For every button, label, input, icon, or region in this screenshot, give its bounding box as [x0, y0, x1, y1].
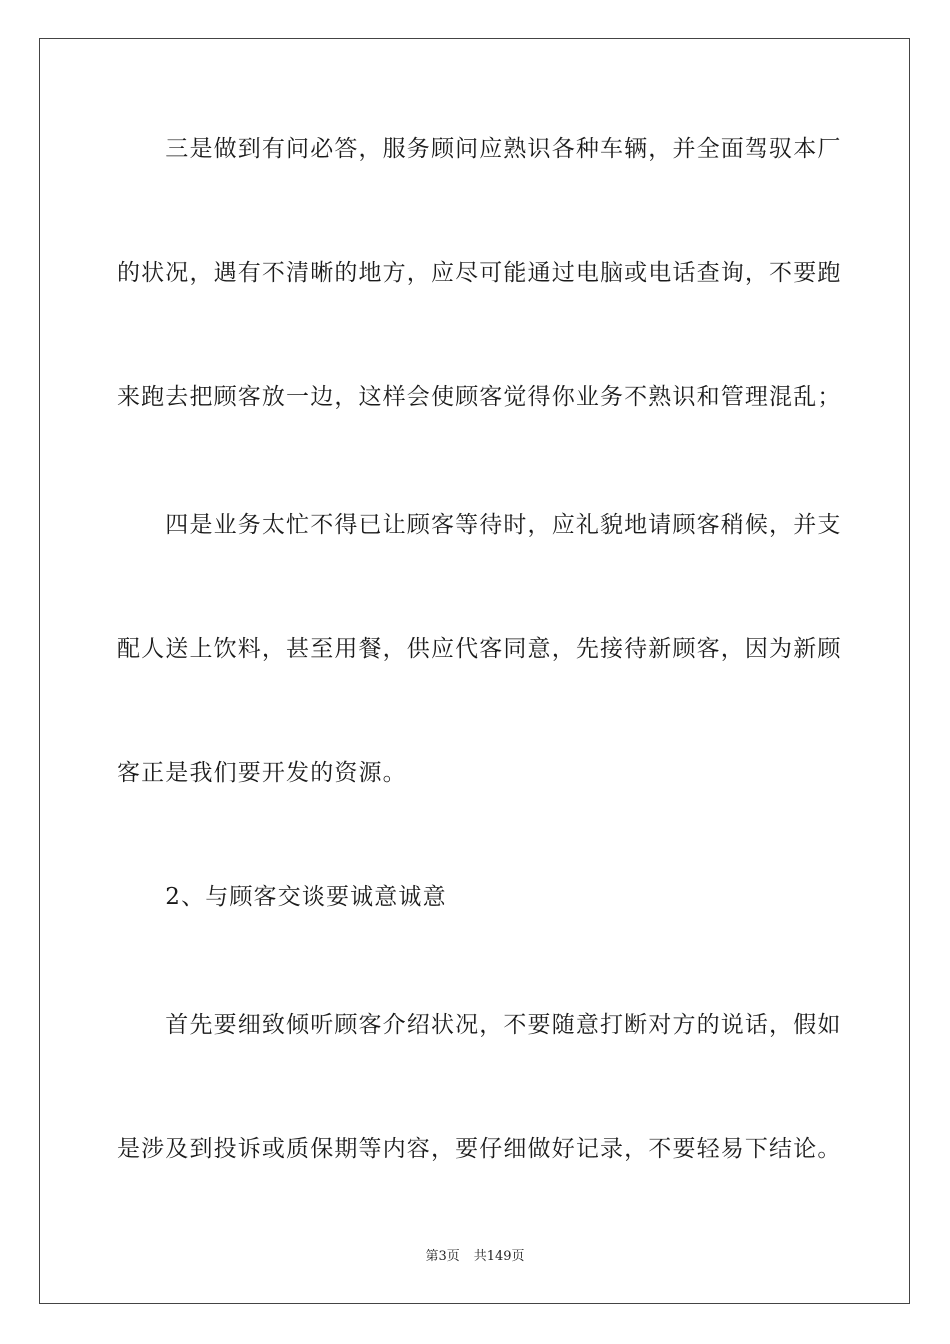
page-number: 第3页 [425, 1249, 460, 1264]
page-frame [39, 38, 910, 1304]
page-total: 共149页 [473, 1249, 525, 1264]
text-line: 是涉及到投诉或质保期等内容，要仔细做好记录，不要轻易下结论。 [117, 1136, 842, 1162]
text-line: 四是业务太忙不得已让顾客等待时，应礼貌地请顾客稍候，并支 [117, 512, 842, 538]
text-line: 的状况，遇有不清晰的地方，应尽可能通过电脑或电话查询，不要跑 [117, 260, 842, 286]
section-heading: 2、与顾客交谈要诚意诚意 [117, 884, 447, 910]
text-line: 配人送上饮料，甚至用餐，供应代客同意，先接待新顾客，因为新顾 [117, 636, 842, 662]
text-line: 来跑去把顾客放一边，这样会使顾客觉得你业务不熟识和管理混乱； [117, 384, 842, 410]
page-footer [0, 1248, 950, 1266]
text-line: 客正是我们要开发的资源。 [117, 760, 407, 786]
text-line: 三是做到有问必答，服务顾问应熟识各种车辆，并全面驾驭本厂 [117, 136, 842, 162]
text-line: 首先要细致倾听顾客介绍状况，不要随意打断对方的说话，假如 [117, 1012, 842, 1038]
